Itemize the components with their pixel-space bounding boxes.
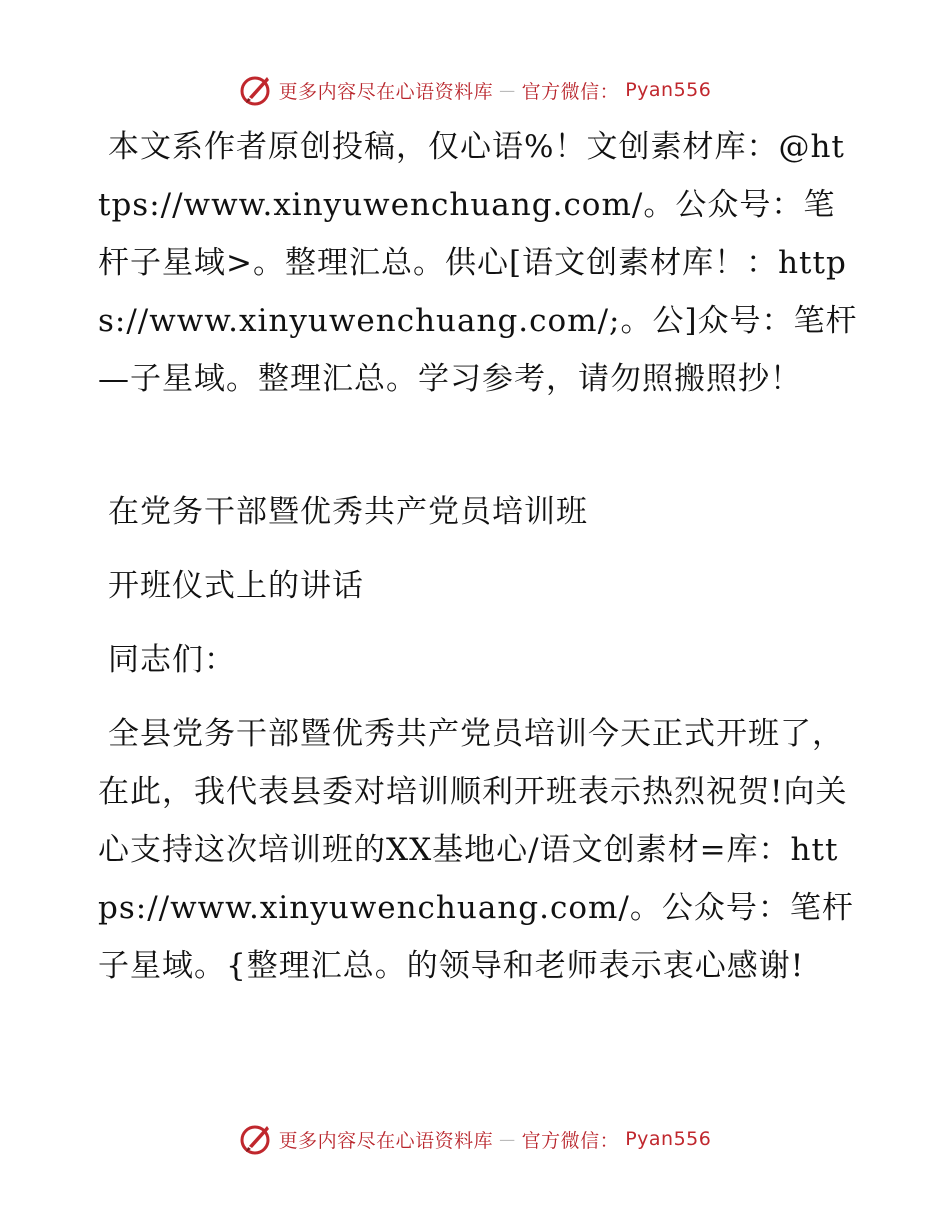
banner-wechat-id: Pyan556 [625,79,712,101]
quill-logo-icon [239,73,273,107]
speech-title-line-2: 开班仪式上的讲话 [108,568,364,604]
header-watermark-banner [0,70,950,110]
banner-wechat-id: Pyan556 [625,1128,712,1150]
banner-wechat-label: 官方微信： [521,1129,620,1152]
intro-notice-paragraph: 本文系作者原创投稿，仅心语%！文创素材库：@https://www.xinyuwenchuang.com/。公众号：笔杆子星域>。整理汇总。供心[语文创素材库！：https://www.xinyuwenchuang.com/;。公]众号：笔杆—子星域。整理汇总。学习参考，请勿照搬照抄！ [98,129,858,397]
banner-wechat-label: 官方微信： [521,80,620,103]
banner-text: 更多内容尽在心语资料库 [278,1129,494,1152]
speech-title-line-1: 在党务干部暨优秀共产党员培训班 [108,494,588,530]
banner-separator: — [499,80,516,100]
salutation: 同志们： [108,642,236,678]
banner-separator: — [499,1129,516,1149]
footer-watermark-banner [0,1119,950,1159]
banner-text: 更多内容尽在心语资料库 [278,80,494,103]
quill-logo-icon [239,1122,273,1156]
body-paragraph: 全县党务干部暨优秀共产党员培训今天正式开班了，在此，我代表县委对培训顺利开班表示热烈祝贺!向关心支持这次培训班的XX基地心/语文创素材=库：https://www.xinyuwenchuang.com/。公众号：笔杆子星域。{整理汇总。的领导和老师表示衷心感谢! [98,716,854,984]
